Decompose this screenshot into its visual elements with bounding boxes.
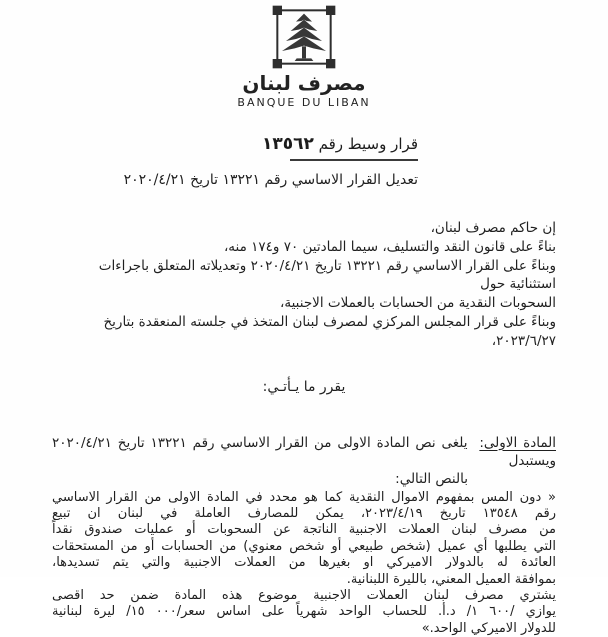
- quoted-replacement-text: [52, 490, 556, 637]
- title-underline: [290, 159, 418, 161]
- preamble-line: بناءً على قانون النقد والتسليف، سيما المادتين ٧٠ و١٧٤ منه،: [223, 238, 556, 255]
- decision-type-label: قرار وسيط رقم: [318, 135, 418, 153]
- quote-line: بموافقة العميل المعني، بالليرة اللبنانية.: [346, 571, 556, 587]
- quote-line: يوازي /١ ٦٠٠/ د.أ. للحساب الواحد شهرياً على اساس سعر/١٥ ٠٠٠/ ليرة لبنانية: [52, 604, 557, 620]
- quote-line: من مصرف لبنان العملات الاجنبية الناتجة عن السحوبات أو عمليات صندوق نقداً: [52, 522, 556, 538]
- preamble-line: وبناءً على قرار المجلس المركزي لمصرف لبنان المتخذ في جلسته المنعقدة بتاريخ ٢٠٢٣/٦/٢٧،: [103, 313, 556, 349]
- quote-line: التي يطلبها أي عميل (شخص طبيعي أو شخص معنوي) من الحسابات أو من المستحقات: [52, 538, 556, 554]
- decree-statement: يقرر ما يـأتـي:: [262, 378, 346, 395]
- article-one-intro-continuation: بالنص التالي:: [395, 470, 468, 487]
- bank-name-arabic: مصرف لبنان: [242, 71, 366, 95]
- bank-name-french: BANQUE DU LIBAN: [237, 96, 371, 109]
- preamble: [52, 219, 556, 351]
- quote-line: « دون المس بمفهوم الاموال النقدية كما هو محدد في المادة الاولى من القرار الاساسي: [52, 489, 556, 505]
- preamble-line: السحوبات النقدية من الحسابات بالعملات الاجنبية،: [280, 295, 556, 312]
- decision-number: ١٣٥٦٢: [261, 134, 314, 154]
- preamble-line: وبناءً على القرار الاساسي رقم ١٣٢٢١ تاريخ ٢٠٢٠/٤/٢١ وتعديلاته المتعلق باجراءات استثنائية حول: [98, 257, 556, 293]
- article-one-intro-line: [52, 434, 556, 470]
- article-one-label: المادة الاولى:: [479, 434, 556, 451]
- quote-line: للدولار الاميركي الواحد.»: [421, 620, 556, 636]
- letterhead: [0, 0, 608, 109]
- decision-title-block: [0, 134, 418, 190]
- preamble-line: إن حاكم مصرف لبنان،: [430, 220, 556, 236]
- article-one: [52, 434, 556, 637]
- quote-line: العائدة له بالدولار الاميركي او بغيرها من العملات الاجنبية والتي يتم تسديدها،: [52, 555, 556, 571]
- quote-line: رقم ١٣٥٤٨ تاريخ ٢٠٢٣/٤/١٩، يمكن للمصارف العاملة في لبنان ان تبيع: [52, 505, 556, 521]
- bdl-cedar-logo-icon: [0, 5, 608, 69]
- quote-line: يشتري مصرف لبنان العملات الاجنبية موضوع هذه المادة ضمن حد اقصى: [52, 588, 556, 604]
- decision-heading: [0, 134, 418, 154]
- article-one-intro-text: يلغى نص المادة الاولى من القرار الاساسي رقم ١٣٢٢١ تاريخ ٢٠٢٠/٤/٢١ ويستبدل: [52, 434, 556, 469]
- decision-subject: تعديل القرار الاساسي رقم ١٣٢٢١ تاريخ ٢٠٢٠/٤/٢١: [123, 172, 418, 188]
